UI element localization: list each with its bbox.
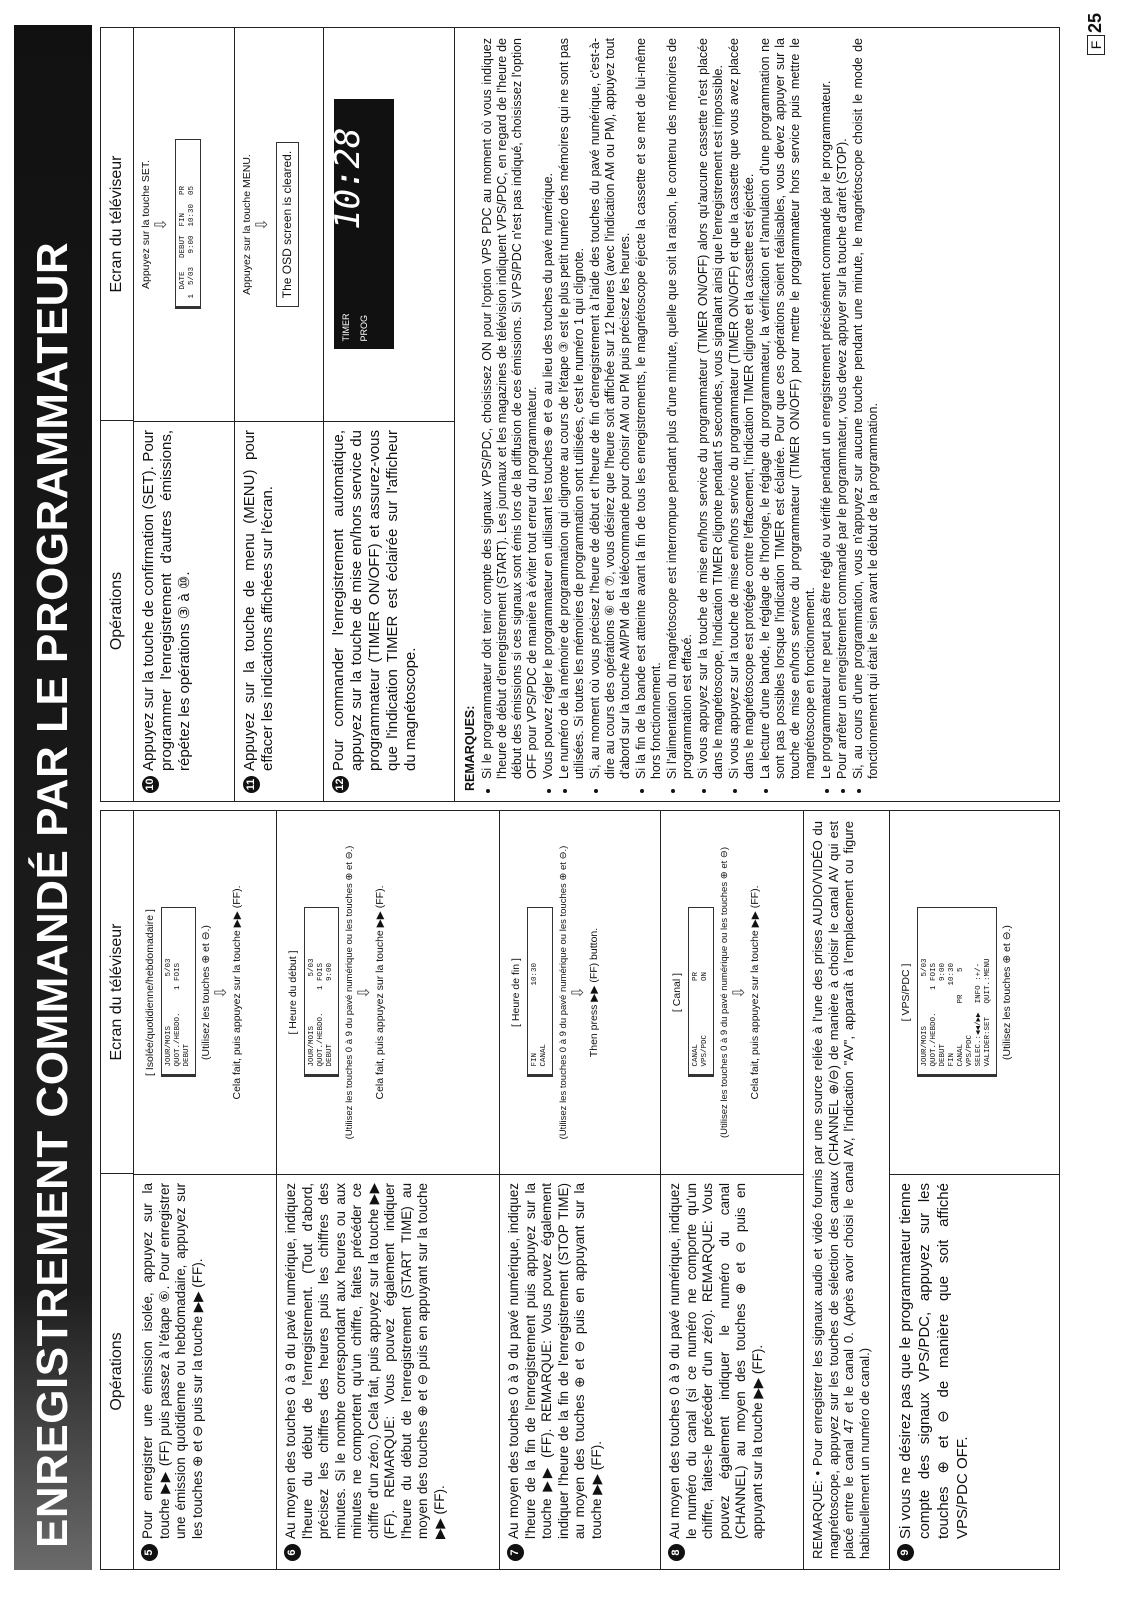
osd-note: Cela fait, puis appuyez sur la touche ▶▶ (FF). — [231, 885, 243, 1100]
step-text: Au moyen des touches 0 à 9 du pavé numérique, indiquez l'heure de la fin de l'enregistrement puis appuyez sur la touche ▶▶ (FF). REMARQUE: Vous pouvez également indiquer l'heure de la fin de l'enregistrement (STOP TIME) au moyen des touches ⊕ et ⊖ puis en appuyant sur la touche ▶▶ (FF). — [506, 1183, 604, 1539]
remark-item: • Le numéro de la mémoire de programmation qui clignote au cours de l'étape ③ est le plus petit numéro des mémoires qui ne sont pas utilisées. Si toutes les mémoires de programmation sont utilisées, c'est le numéro 1 qui clignote. — [557, 38, 587, 779]
vcr-display — [328, 100, 394, 350]
step-row-10 — [134, 28, 235, 801]
clock-readout: 10:28 — [328, 127, 368, 230]
remarks-section — [455, 28, 890, 801]
osd-note: (Utilisez les touches ⊕ et ⊖.) — [1001, 925, 1013, 1060]
page-number: F25 — [1085, 13, 1106, 55]
step-row-9 — [890, 811, 1060, 1569]
tv-screen-cell — [324, 28, 454, 421]
arrow-down-icon: ⇩ — [570, 985, 587, 1000]
osd-note: Cela fait, puis appuyez sur la touche ▶▶ (FF). — [374, 885, 386, 1100]
remark-item: • Si, au moment où vous précisez l'heure de début et l'heure de fin d'enregistrement à l'aide des touches du pavé numérique, c'est-à-dire au cours des opérations ⑥ et ⑦, vous désirez que l'heure soit affichée sur 12 heures (avec l'indication AM ou PM), appuyez tout d'abord sur la touche AM/PM de la télécommande pour choisir AM ou PM puis précisez les heures. — [588, 38, 633, 779]
remark-item: • Si, au cours d'une programmation, vous n'appuyez sur aucune touche pendant une minute, le magnétoscope choisit le mode de fonctionnement qui était le sien avant le début de la programmation. — [851, 38, 881, 779]
osd-title: [ Isolée/quotidienne/hebdomadaire ] — [144, 909, 156, 1076]
step-number: 6 — [283, 1539, 495, 1561]
tv-screen-cell — [134, 28, 234, 421]
remark-item: • Pour arrêter un enregistrement commandé par le programmateur, vous devez appuyer sur la touche d'arrêt (STOP). — [835, 38, 850, 779]
osd-cleared-box: The OSD screen is cleared. — [276, 142, 299, 307]
osd-display: JOUR/MOIS 5/03 QUOT./HEBDO. 1 FOIS DEBUT 9:00 FIN 10:30 CANAL PR 5 VPS/PDC SELEC.:◀◀/▶▶ INFO :+/- VALIDER:SET QUIT.:MENU — [917, 908, 997, 1078]
tv-screen-cell — [890, 811, 1060, 1174]
remarks-title: REMARQUES: — [463, 705, 477, 791]
tv-screen-cell — [500, 811, 660, 1174]
step-number: 9 — [896, 1539, 1056, 1561]
remark-item: • Si la fin de la bande est atteinte avant la fin de tous les enregistrements, le magnétoscope éjecte la cassette et se met de lui-même hors fonctionnement. — [634, 38, 664, 779]
screen-instruction: Appuyez sur la touche SET. — [140, 160, 152, 289]
osd-title: [ Canal ] — [671, 972, 683, 1013]
header-operations: Opérations — [101, 1173, 133, 1569]
osd-note: (Utilisez les touches ⊕ et ⊖.) — [200, 925, 212, 1060]
left-table — [100, 810, 1060, 1570]
step-row-7 — [500, 811, 661, 1569]
remarks-list — [480, 38, 881, 791]
step-number: 8 — [667, 1539, 799, 1561]
osd-note: Then press ▶▶ (FF) button. — [588, 927, 600, 1058]
step-text: Pour commander l'enregistrement automatique, appuyez sur la touche de mise en/hors service du programmateur (TIMER ON/OFF) et assurez-vous que l'indication TIMER est éclairée sur l'afficheur du magnétoscope. — [330, 430, 419, 771]
arrow-down-icon: ⇩ — [731, 985, 748, 1000]
remark-item: • Vous pouvez régler le programmateur en utilisant les touches ⊕ et ⊖ au lieu des touches du pavé numérique. — [541, 38, 556, 779]
step-text: Appuyez sur la touche de menu (MENU) pour effacer les indications affichées sur l'écran. — [241, 430, 276, 771]
right-table-header — [101, 28, 134, 801]
step-text: Au moyen des touches 0 à 9 du pavé numérique, indiquez le numéro du canal (si ce numéro ne comporte qu'un chiffre, faites-le précéder d'un zéro). REMARQUE: Vous pouvez également indiquer le numéro du canal (CHANNEL) au moyen des touches ⊕ et ⊖ puis en appuyant sur la touche ▶▶ (FF). — [667, 1183, 765, 1539]
header-screen: Ecran du téléviseur — [108, 155, 125, 293]
osd-display: JOUR/MOIS 5/03 QUOT./HEBDO. 1 FOIS DEBUT 9:00 — [304, 908, 339, 1078]
remark-item: • Si l'alimentation du magnétoscope est interrompue pendant plus d'une minute, quelle que soit la raison, le contenu des mémoires de programmation est effacé. — [665, 38, 695, 779]
osd-note: Cela fait, puis appuyez sur la touche ▶▶ (FF). — [749, 885, 761, 1100]
osd-display: DATE DEBUT FIN PR 1 5/03 9:00 10:30 05 — [175, 140, 201, 310]
step-row-5 — [134, 811, 277, 1569]
tv-screen-cell — [235, 28, 323, 421]
left-remark: REMARQUE: • Pour enregistrer les signaux audio et vidéo fournis par une source reliée à l'une des prises AUDIO/VIDÉO du magnétoscope, appuyez sur les touches de sélection des canaux (CHANNEL ⊕/⊖) de manière à choisir le canal AV qui est placé entre le canal 47 et le canal 0. (Après avoir choisi le canal AV, l'indication "AV", apparaît à l'emplacement ou figure habituellement un numéro de canal.) — [804, 811, 890, 1569]
header-screen: Ecran du téléviseur — [108, 923, 125, 1061]
osd-note: (Utilisez les touches 0 à 9 du pavé numérique ou les touches ⊕ et ⊖) — [719, 846, 730, 1139]
tv-screen-cell — [277, 811, 499, 1174]
header-operations: Opérations — [101, 420, 133, 801]
page-title: ENREGISTREMENT COMMANDÉ PAR LE PROGRAMMATEUR — [14, 25, 92, 1570]
osd-title: [ Heure de fin ] — [510, 958, 522, 1027]
remark-item: • La lecture d'une bande, le réglage de l'horloge, le réglage du programmateur, la vérification et l'annulation d'une programmation ne sont pas possibles lorsque l'indication TIMER est éclairée. Pour que ces opérations soient réalisables, vous devez appuyer sur la touche de mise en/hors service du programmateur (TIMER ON/OFF) pour mettre le programmateur hors service puis mettre le magnétoscope en fonctionnement. — [758, 38, 818, 779]
osd-display: JOUR/MOIS 5/03 QUOT./HEBDO. 1 FOIS DEBUT — [161, 908, 196, 1078]
timer-indicator: TIMER — [341, 313, 351, 342]
remark-item: • Le programmateur ne peut pas être réglé ou vérifié pendant un enregistrement précisément commandé par le programmateur. — [819, 38, 834, 779]
step-number: 5 — [140, 1539, 272, 1561]
remark-item: • Si vous appuyez sur la touche de mise en/hors service du programmateur (TIMER ON/OFF) et que la cassette que vous avez placée dans le magnétoscope est protégée contre l'effacement, l'indication TIMER clignote et la cassette est éjectée. — [727, 38, 757, 779]
prog-indicator: PROG — [359, 314, 369, 342]
step-number: 10 — [140, 771, 230, 793]
step-row-11 — [235, 28, 324, 801]
osd-display: CANAL PR VPS/PDC ON — [688, 908, 714, 1078]
arrow-down-icon: ⇩ — [213, 985, 230, 1000]
remark-item: • Si vous appuyez sur la touche de mise en/hors service du programmateur (TIMER ON/OFF) alors qu'aucune cassette n'est placée dans le magnétoscope, l'indication TIMER clignote pendant 5 secondes, vous signalant ainsi que l'enregistrement est impossible. — [696, 38, 726, 779]
step-text: Pour enregistrer une émission isolée, appuyez sur la touche ▶▶ (FF) puis passez à l'étape ⑥. Pour enregistrer une émission quotidienne ou hebdomadaire, appuyez sur les touches ⊕ et ⊖ puis sur la touche ▶▶ (FF). — [140, 1183, 205, 1539]
step-number: 12 — [330, 771, 450, 793]
step-row-8 — [661, 811, 804, 1569]
right-table — [100, 27, 1060, 802]
step-text: Si vous ne désirez pas que le programmateur tienne compte des signaux VPS/PDC, appuyez sur les touches ⊕ et ⊖ de manière que soit affiché VPS/PDC OFF. — [897, 1183, 971, 1539]
arrow-down-icon: ⇩ — [153, 217, 170, 232]
step-number: 7 — [506, 1539, 656, 1561]
screen-instruction: Appuyez sur la touche MENU. — [241, 154, 253, 295]
osd-note: (Utilisez les touches 0 à 9 du pavé numérique ou les touches ⊕ et ⊖.) — [344, 845, 355, 1140]
tv-screen-cell — [134, 811, 276, 1174]
left-table-header — [101, 811, 134, 1569]
step-row-6 — [277, 811, 500, 1569]
osd-note: (Utilisez les touches 0 à 9 du pavé numérique ou les touches ⊕ et ⊖.) — [558, 845, 569, 1140]
arrow-down-icon: ⇩ — [254, 217, 271, 232]
step-row-12 — [324, 28, 455, 801]
remark-item: • Si le programmateur doit tenir compte des signaux VPS/PDC, choisissez ON pour l'option VPS PDC au moment où vous indiquez l'heure de début d'enregistrement (START). Les journaux et les magazines de télévision indiquent VPS/PDC, en regard de l'heure de début des émissions si ces signaux sont émis lors de la diffusion de ces émissions. Si VPS/PDC n'est pas indiqué, choisissez l'option OFF pour VPS/PDC de manière à éviter tout erreur du programmateur. — [480, 38, 540, 779]
step-text: Appuyez sur la touche de confirmation (SET). Pour programmer l'enregistrement d'autres émissions, répétez les opérations ③ à ⑩. — [140, 430, 193, 771]
arrow-down-icon: ⇩ — [356, 985, 373, 1000]
osd-title: [ Heure du début ] — [287, 950, 299, 1035]
osd-display: FIN 10:30 CANAL — [527, 908, 553, 1078]
language-letter: F — [1087, 35, 1105, 55]
tv-screen-cell — [661, 811, 803, 1174]
step-number: 11 — [241, 771, 319, 793]
osd-title: [ VPS/PDC ] — [900, 963, 912, 1022]
step-text: Au moyen des touches 0 à 9 du pavé numérique, indiquez l'heure du début de l'enregistrement. (Tout d'abord, précisez les chiffres des heures puis les chiffres des minutes. Si le nombre correspondant aux heures ou aux minutes ne comportent qu'un chiffre, faites précéder ce chiffre d'un zéro.) Cela fait, puis appuyez sur la touche ▶▶ (FF). REMARQUE: Vous pouvez également indiquer l'heure du début de l'enregistrement (START TIME) au moyen des touches ⊕ et ⊖ puis en appuyant sur la touche ▶▶ (FF). — [283, 1183, 447, 1539]
